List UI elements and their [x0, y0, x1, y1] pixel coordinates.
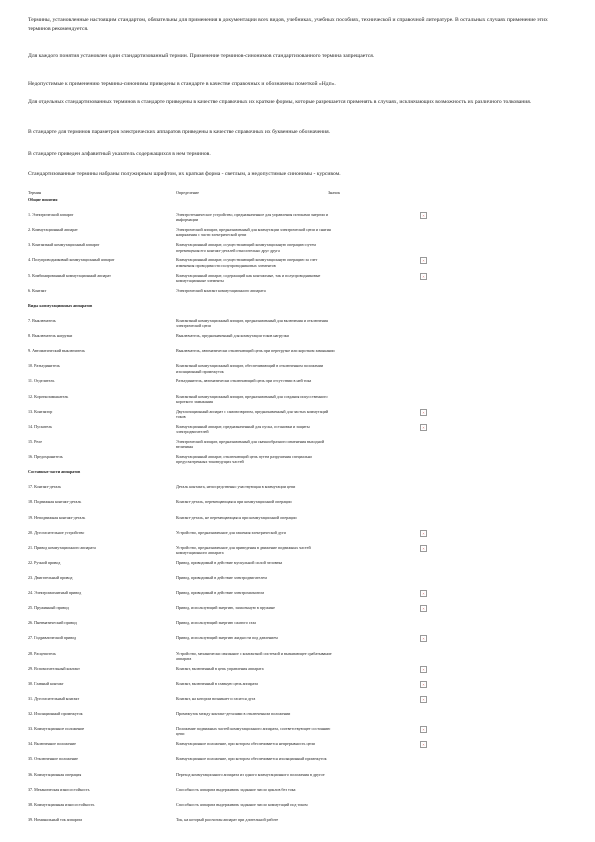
term-cell: 37. Механическая износостойкость: [28, 786, 90, 792]
term-cell: 4. Полупроводниковый коммутационный аппарат: [28, 257, 115, 263]
term-cell: 11. Отделитель: [28, 378, 55, 384]
definition-cell: Контактный коммутационный аппарат, предназначенный для создания искусственного короткого замыкания: [176, 393, 328, 404]
definition-cell: Положение подвижных частей коммутационного аппарата, соответствующее состоянию цепи: [176, 726, 331, 737]
definition-cell: Коммутационный аппарат, осуществляющий коммутационную операцию путем перемещения его контакт-деталей относительно друг друга: [176, 242, 316, 253]
broken-image-icon: ×: [420, 590, 427, 597]
term-cell: 35. Отключенное положение: [28, 756, 78, 762]
definition-cell: Контакт, включенный в главную цепь аппарата: [176, 680, 258, 686]
term-cell: 36. Коммутационная операция: [28, 771, 82, 777]
definition-cell: Контакт-деталь, не перемещающаяся при коммутационной операции: [176, 514, 297, 520]
definition-cell: Устройство, механически связанное с контактной системой и вызывающее срабатывание аппарата: [176, 650, 332, 661]
intro-paragraph: В стандарте приведен алфавитный указатель содержащихся в нем терминов.: [28, 151, 211, 157]
term-cell: 13. Контактор: [28, 408, 53, 414]
definition-cell: Выключатель, предназначенный для коммутации токов нагрузки: [176, 333, 289, 339]
intro-paragraph: Для каждого понятия установлен один стандартизованный термин. Применение терминов-синонимов стандартизованного термина запрещается.: [28, 53, 375, 59]
term-cell: 28. Расцепитель: [28, 650, 56, 656]
definition-cell: Деталь контакта, непосредственно участвующая в коммутации цепи: [176, 484, 296, 490]
term-cell: 16. Предохранитель: [28, 454, 63, 460]
header-term: Термин: [28, 190, 42, 195]
intro-paragraph: Недопустимые к применению термины-синонимы приведены в стандарте в качестве справочных и обозначены пометкой «Ндп».: [28, 81, 336, 87]
definition-cell: Привод, приводимый в действие мускульной силой человека: [176, 559, 283, 565]
term-cell: 31. Дугогасительный контакт: [28, 695, 80, 701]
definition-cell: Привод, использующий энергию сжатого газа: [176, 620, 256, 626]
definition-cell: Выключатель, автоматически отключающий цепь при перегрузке или коротком замыкании: [176, 348, 335, 354]
definition-cell: Коммутационный аппарат, предназначенный для пуска, остановки и защиты электродвигателей: [176, 423, 310, 434]
term-cell: 32. Изоляционный промежуток: [28, 711, 83, 717]
definition-cell: Привод, использующий энергию жидкости под давлением: [176, 635, 278, 641]
term-cell: 1. Электрический аппарат: [28, 212, 74, 218]
broken-image-icon: ×: [420, 530, 427, 537]
term-cell: 27. Гидравлический привод: [28, 635, 77, 641]
term-cell: 10. Разъединитель: [28, 363, 60, 369]
term-cell: 22. Ручной привод: [28, 559, 61, 565]
term-cell: 25. Пружинный привод: [28, 605, 69, 611]
term-cell: 17. Контакт-деталь: [28, 484, 62, 490]
broken-image-icon: ×: [420, 424, 427, 431]
broken-image-icon: ×: [420, 257, 427, 264]
definition-cell: Ток, на который рассчитан аппарат при длительной работе: [176, 816, 279, 822]
definition-cell: Способность аппарата выдерживать заданное число циклов без тока: [176, 786, 296, 792]
term-cell: 18. Подвижная контакт-деталь: [28, 499, 82, 505]
term-cell: 8. Выключатель нагрузки: [28, 333, 73, 339]
term-cell: Виды коммутационных аппаратов: [28, 302, 93, 308]
term-cell: 38. Коммутационная износостойкость: [28, 801, 95, 807]
term-cell: 21. Привод коммутационного аппарата: [28, 544, 96, 550]
term-cell: 24. Электромагнитный привод: [28, 590, 82, 596]
intro-paragraph: В стандарте для терминов параметров электрических аппаратов приведены в качестве справочных их буквенные обозначения.: [28, 129, 331, 135]
term-cell: 7. Выключатель: [28, 317, 56, 323]
term-cell: 2. Коммутационный аппарат: [28, 227, 78, 233]
definition-cell: Контактный коммутационный аппарат, обеспечивающий в отключенном положении изоляционный промежуток: [176, 363, 324, 374]
definition-cell: Промежуток между контакт-деталями в отключенном положении: [176, 711, 291, 717]
definition-cell: Устройство, предназначенное для гашения электрической дуги: [176, 529, 286, 535]
broken-image-icon: ×: [420, 545, 427, 552]
definition-cell: Контакт, на котором возникает и гасится дуга: [176, 695, 256, 701]
term-cell: 12. Короткозамыкатель: [28, 393, 69, 399]
term-cell: 5. Комбинированный коммутационный аппарат: [28, 272, 111, 278]
term-cell: 23. Двигательный привод: [28, 574, 73, 580]
definition-cell: Контактный коммутационный аппарат, предназначенный для включения и отключения электрической цепи: [176, 317, 328, 329]
definition-cell: Переход коммутационного аппарата из одного коммутационного положения в другое: [176, 771, 325, 777]
broken-image-icon: ×: [420, 741, 427, 748]
term-cell: 29. Вспомогательный контакт: [28, 665, 80, 671]
definition-cell: Электрический аппарат, предназначенный для коммутации электрической цепи и снятия напряжения с части электрической цепи: [176, 227, 331, 238]
term-cell: Составные части аппаратов: [28, 469, 81, 475]
term-cell: 30. Главный контакт: [28, 680, 64, 686]
broken-image-icon: ×: [420, 212, 427, 219]
definition-cell: Разъединитель, автоматически отключающий цепь при отсутствии в ней тока: [176, 378, 312, 384]
term-cell: 9. Автоматический выключатель: [28, 348, 85, 354]
definition-cell: Коммутационный аппарат, осуществляющий коммутационную операцию за счет изменения проводимости полупроводниковых элементов: [176, 257, 318, 268]
broken-image-icon: ×: [420, 666, 427, 673]
definition-cell: Коммутационный аппарат, содержащий как контактные, так и полупроводниковые коммутационные элементы: [176, 272, 321, 283]
term-cell: 15. Реле: [28, 438, 43, 444]
definition-cell: Двухпозиционный аппарат с самовозвратом, предназначенный для частых коммутаций токов: [176, 408, 329, 419]
term-cell: Общие понятия: [28, 197, 58, 202]
definition-cell: Коммутационное положение, при котором обеспечивается изоляционный промежуток: [176, 756, 327, 762]
definition-cell: Электрический контакт коммутационного аппарата: [176, 287, 266, 293]
broken-image-icon: ×: [420, 605, 427, 612]
term-cell: 14. Пускатель: [28, 423, 53, 429]
intro-paragraph: Для отдельных стандартизованных терминов в стандарте приведены в качестве справочных их краткие формы, которые разрешается применять в случаях, исключающих возможность их различного толкования.: [28, 99, 532, 105]
broken-image-icon: ×: [420, 635, 427, 642]
header-mark: Значок: [328, 190, 340, 195]
broken-image-icon: ×: [420, 409, 427, 416]
definition-cell: Коммутационный аппарат, отключающий цепь путем разрушения специально предусмотренных токоведущих частей: [176, 454, 313, 465]
definition-cell: Привод, использующий энергию, запасенную в пружине: [176, 605, 275, 611]
definition-cell: Коммутационное положение, при котором обеспечивается непрерывность цепи: [176, 741, 315, 747]
broken-image-icon: ×: [420, 681, 427, 688]
definition-cell: Контакт, включенный в цепь управления аппарата: [176, 665, 264, 671]
definition-cell: Привод, приводимый в действие электромагнитом: [176, 590, 264, 596]
term-cell: 33. Коммутационное положение: [28, 726, 85, 732]
definition-cell: Устройство, предназначенное для приведения в движение подвижных частей коммутационного аппарата: [176, 544, 311, 555]
term-cell: 19. Неподвижная контакт-деталь: [28, 514, 86, 520]
term-cell: 26. Пневматический привод: [28, 620, 77, 626]
definition-cell: Контакт-деталь, перемещающаяся при коммутационной операции: [176, 499, 292, 505]
header-definition: Определение: [176, 190, 199, 195]
term-cell: 6. Контакт: [28, 287, 47, 293]
term-cell: 3. Контактный коммутационный аппарат: [28, 242, 100, 248]
broken-image-icon: ×: [420, 273, 427, 280]
intro-paragraph: Термины, установленные настоящим стандартом, обязательны для применения в документации всех видов, учебниках, учебных пособиях, технической и справочной литературе. В остальных случаях применение этих терминов рекомендуется.: [28, 17, 548, 32]
intro-paragraph: Стандартизованные термины набраны полужирным шрифтом, их краткая форма - светлым, а недопустимые синонимы - курсивом.: [28, 171, 341, 177]
term-cell: 34. Включенное положение: [28, 741, 76, 747]
definition-cell: Электрический аппарат, предназначенный для скачкообразного изменения выходной величины: [176, 438, 325, 450]
term-cell: 20. Дугогасительное устройство: [28, 529, 85, 535]
definition-cell: Электротехническое устройство, предназначенное для управления потоками энергии и информации: [176, 212, 328, 223]
broken-image-icon: ×: [420, 696, 427, 703]
broken-image-icon: ×: [420, 726, 427, 733]
term-cell: 39. Номинальный ток аппарата: [28, 816, 83, 822]
definition-cell: Привод, приводимый в действие электродвигателем: [176, 574, 267, 580]
definition-cell: Способность аппарата выдерживать заданное число коммутаций под током: [176, 801, 308, 807]
